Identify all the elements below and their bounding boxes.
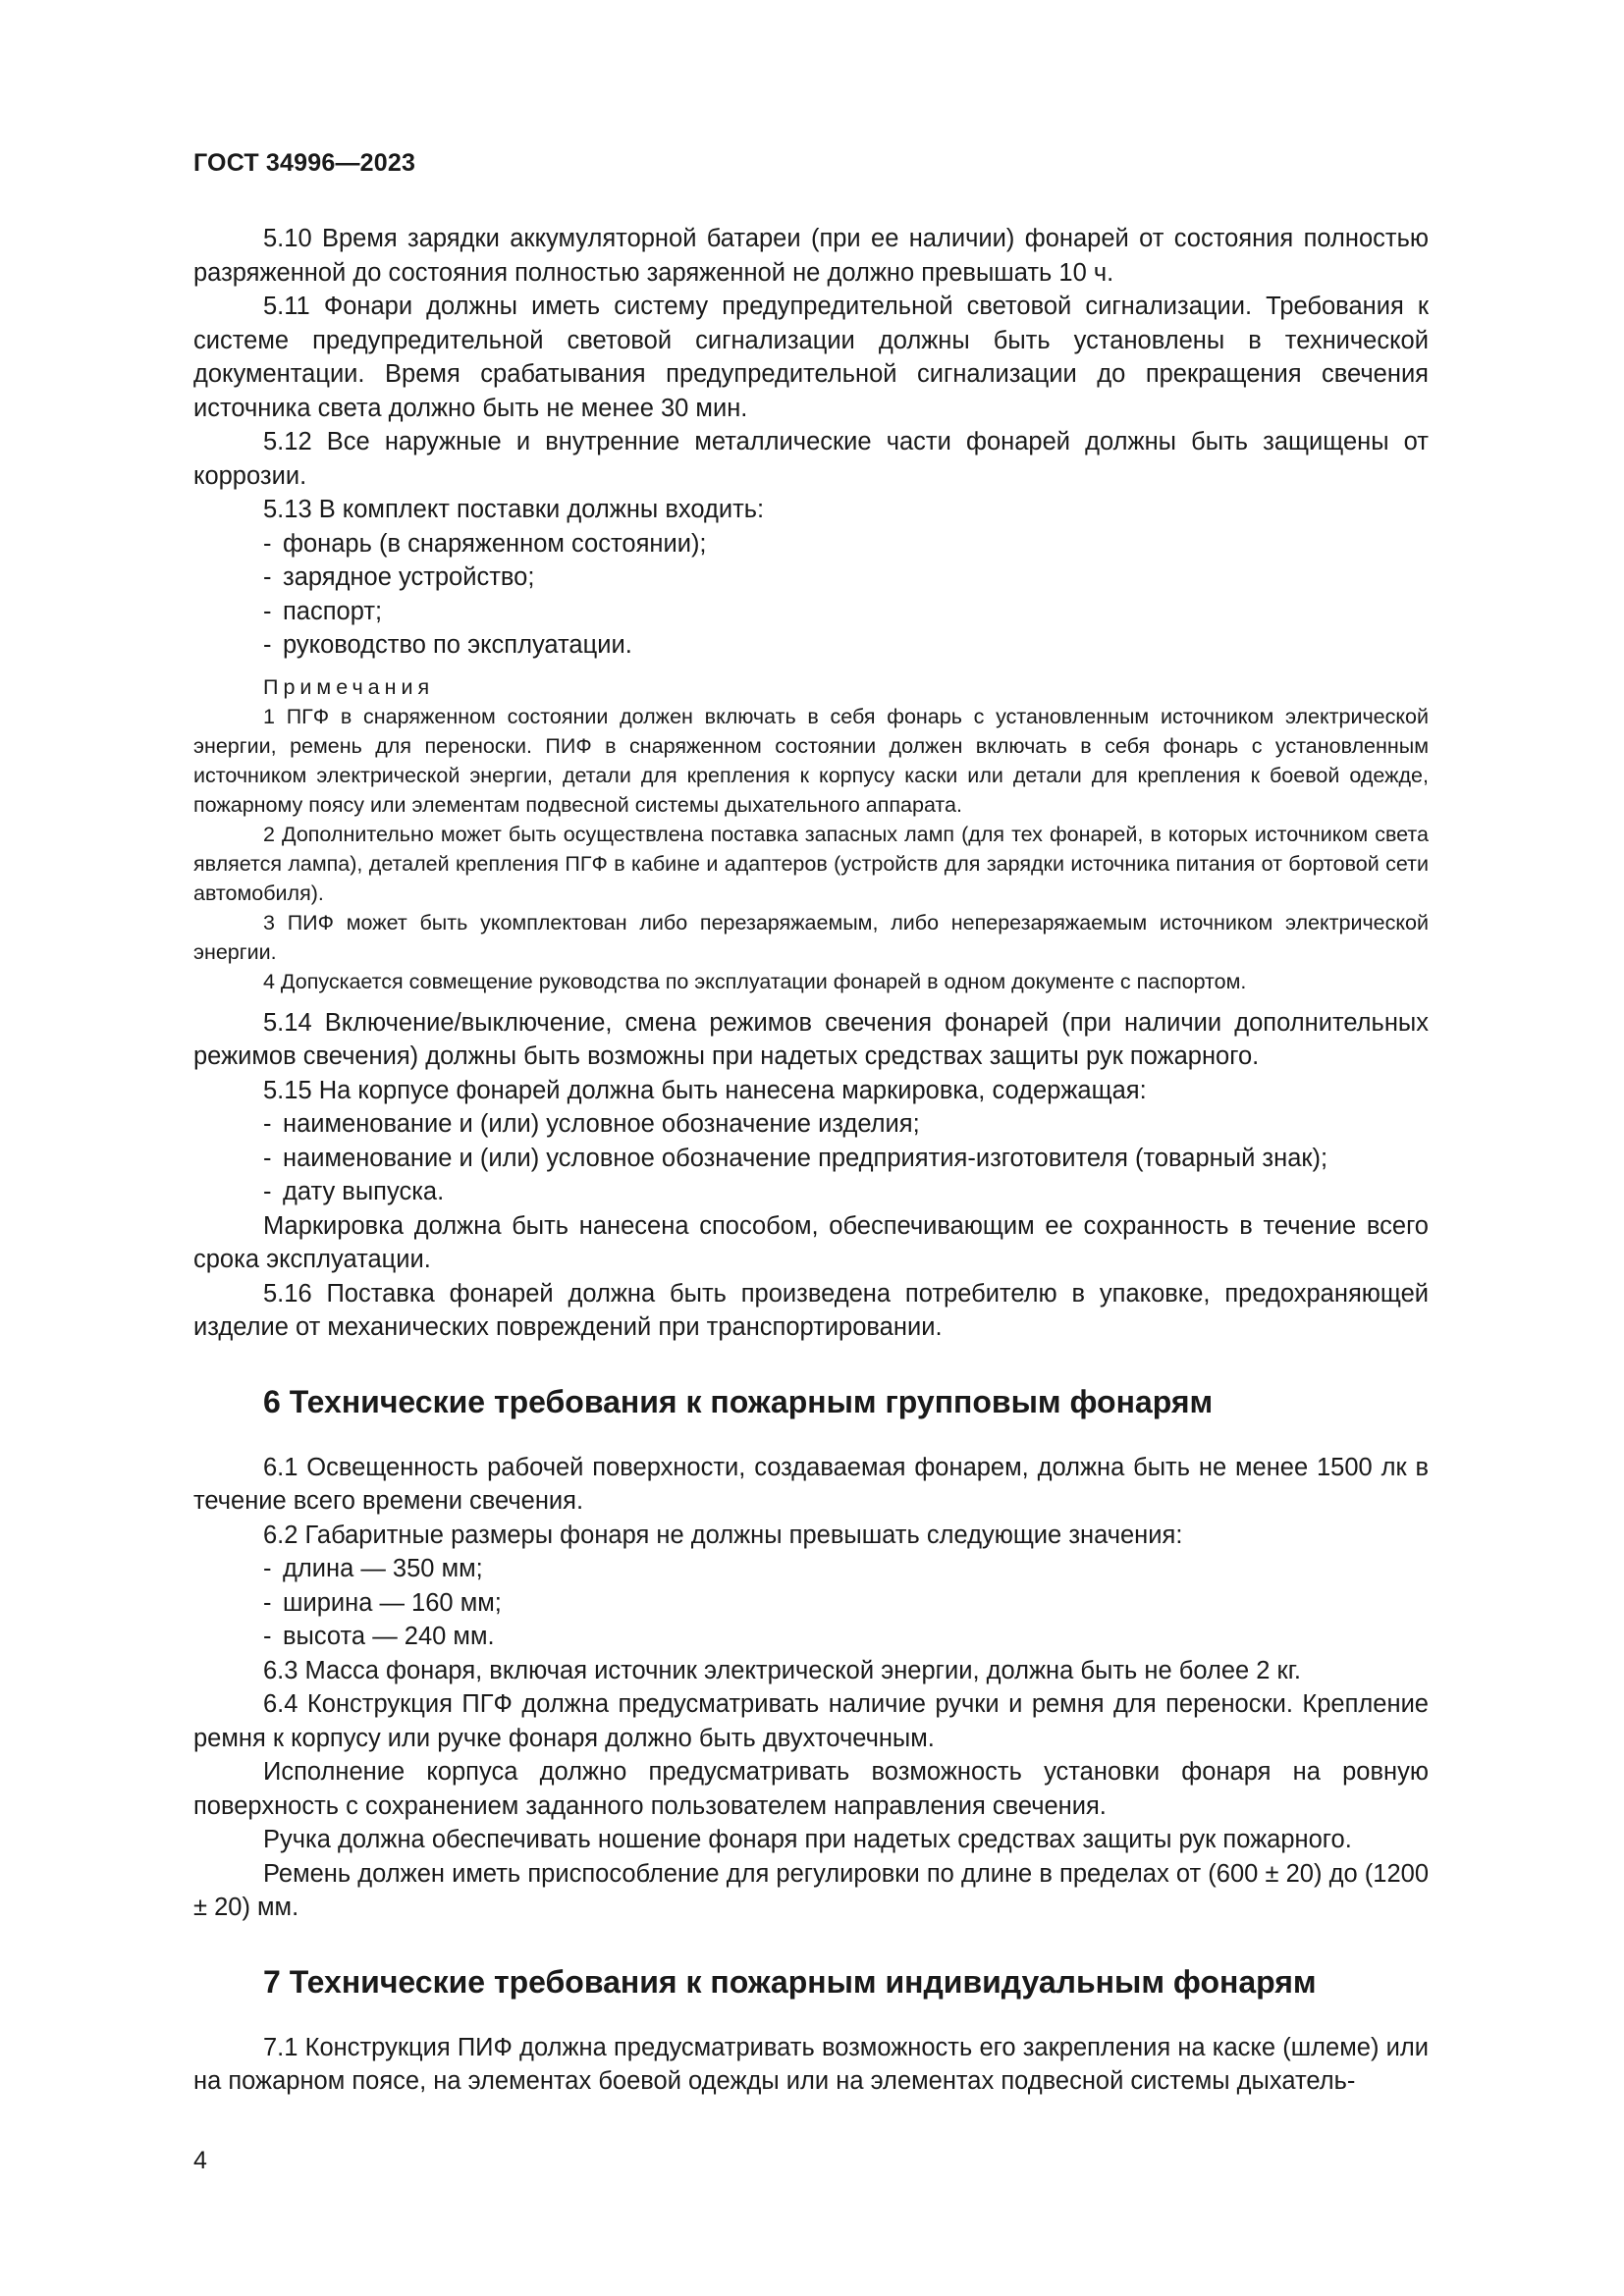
list-item: - наименование и (или) условное обозначение предприятия-изготовителя (товарный знак); xyxy=(263,1144,1328,1172)
paragraph-5-11: 5.11 Фонари должны иметь систему предупредительной световой сигнализации. Требования к системе предупредительной световой сигнализации должны быть установлены в технической документации. Время срабатывания предупредительной сигнализации до прекращения свечения источника света должно быть не менее 30 мин. xyxy=(193,293,1429,422)
paragraph-6-4: 6.4 Конструкция ПГФ должна предусматривать наличие ручки и ремня для переноски. Крепление ремня к корпусу или ручке фонаря должно быть двухточечным. xyxy=(193,1690,1429,1752)
list-item: - длина — 350 мм; xyxy=(263,1555,483,1582)
note-item: 3 ПИФ может быть укомплектован либо перезаряжаемым, либо неперезаряжаемым источником электрической энергии. xyxy=(193,910,1429,964)
paragraph-5-14: 5.14 Включение/выключение, смена режимов свечения фонарей (при наличии дополнительных режимов свечения) должны быть возможны при надетых средствах защиты рук пожарного. xyxy=(193,1008,1429,1070)
list-item: - наименование и (или) условное обозначение изделия; xyxy=(263,1110,920,1138)
paragraph-5-15: 5.15 На корпусе фонарей должна быть нанесена маркировка, содержащая: xyxy=(263,1076,1147,1104)
list-item: - высота — 240 мм. xyxy=(263,1623,495,1650)
paragraph-marking: Маркировка должна быть нанесена способом, обеспечивающим ее сохранность в течение всего срока эксплуатации. xyxy=(193,1211,1429,1273)
list-item: - зарядное устройство; xyxy=(263,563,535,591)
note-item: 2 Дополнительно может быть осуществлена поставка запасных ламп (для тех фонарей, в которых источником света является лампа), деталей крепления ПГФ в кабине и адаптеров (устройств для зарядки источника питания от бортовой сети автомобиля). xyxy=(193,822,1429,905)
paragraph-7-1: 7.1 Конструкция ПИФ должна предусматривать возможность его закрепления на каске (шлеме) или на пожарном поясе, на элементах боевой одежды или на элементах подвесной системы дыхатель- xyxy=(193,2033,1429,2095)
notes-title: Примечания xyxy=(263,674,435,699)
list-item: - паспорт; xyxy=(263,597,383,625)
list-item: - ширина — 160 мм; xyxy=(263,1588,502,1617)
list-item: - дату выпуска. xyxy=(263,1178,445,1205)
page-number: 4 xyxy=(193,2147,207,2174)
paragraph-handle: Ручка должна обеспечивать ношение фонаря при надетых средствах защиты рук пожарного. xyxy=(263,1826,1352,1853)
paragraph-6-3: 6.3 Масса фонаря, включая источник электрической энергии, должна быть не более 2 кг. xyxy=(263,1656,1301,1684)
list-item: - руководство по эксплуатации. xyxy=(263,631,632,659)
paragraph-6-1: 6.1 Освещенность рабочей поверхности, создаваемая фонарем, должна быть не менее 1500 лк в течение всего времени свечения. xyxy=(193,1453,1429,1515)
paragraph-strap: Ремень должен иметь приспособление для регулировки по длине в пределах от (600 ± 20) до (1200 ± 20) мм. xyxy=(193,1859,1429,1921)
paragraph-5-12: 5.12 Все наружные и внутренние металлические части фонарей должны быть защищены от коррозии. xyxy=(193,428,1429,490)
document-body xyxy=(193,222,1429,2099)
paragraph-5-13: 5.13 В комплект поставки должны входить: xyxy=(263,496,765,523)
document-header: ГОСТ 34996—2023 xyxy=(193,149,416,177)
paragraph-housing: Исполнение корпуса должно предусматривать возможность установки фонаря на ровную поверхность с сохранением заданного пользователем направления свечения. xyxy=(193,1758,1429,1820)
notes-block xyxy=(193,672,1429,996)
section-7-heading: 7 Технические требования к пожарным индивидуальным фонарям xyxy=(263,1963,1317,2000)
note-item: 4 Допускается совмещение руководства по эксплуатации фонарей в одном документе с паспортом. xyxy=(263,969,1247,993)
paragraph-5-10: 5.10 Время зарядки аккумуляторной батареи (при ее наличии) фонарей от состояния полностью разряженной до состояния полностью заряженной не должно превышать 10 ч. xyxy=(193,225,1429,287)
section-6-heading: 6 Технические требования к пожарным групповым фонарям xyxy=(263,1383,1214,1419)
paragraph-5-16: 5.16 Поставка фонарей должна быть произведена потребителю в упаковке, предохраняющей изделие от механических повреждений при транспортировании. xyxy=(193,1279,1429,1341)
note-item: 1 ПГФ в снаряженном состоянии должен включать в себя фонарь с установленным источником электрической энергии, ремень для переноски. ПИФ в снаряженном состоянии должен включать в себя фонарь с установленным источником электрической энергии, детали для крепления к корпусу каски или детали для крепления к боевой одежде, пожарному поясу или элементам подвесной системы дыхательного аппарата. xyxy=(193,704,1429,817)
list-item: - фонарь (в снаряженном состоянии); xyxy=(263,529,707,558)
paragraph-6-2: 6.2 Габаритные размеры фонаря не должны превышать следующие значения: xyxy=(263,1521,1183,1549)
